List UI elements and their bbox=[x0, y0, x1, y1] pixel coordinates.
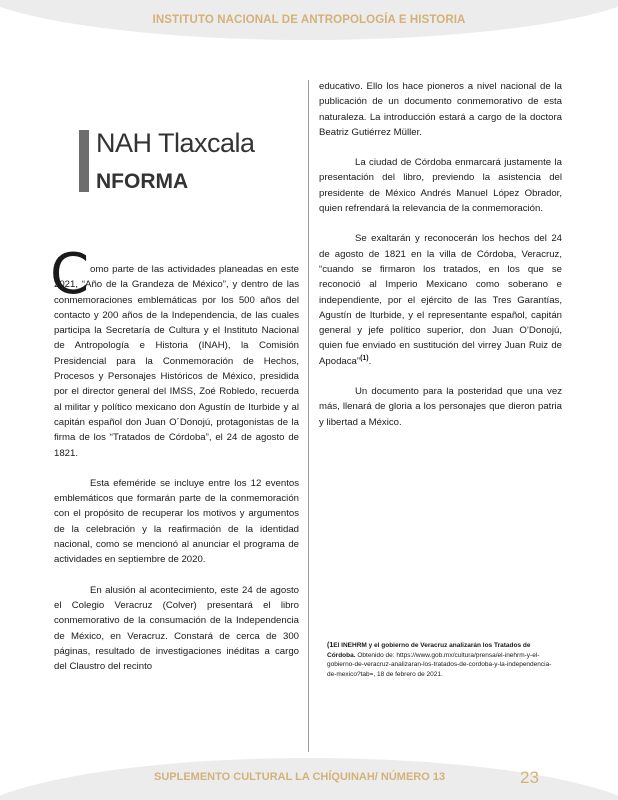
paragraph: Se exaltarán y reconocerán los hechos del 24 de agosto de 1821 en la villa de Córdoba, Veracruz, “cuando se firmaron los tratados, en los que se reconoció al Imperio Mexicano como soberano e independiente, por el ejército de las Tres Garantías, Agustín de Iturbide, y el representante español, capitán general y jefe político superior, don Juan O’Donojú, quien fue enviado en sustitución del virrey Juan Ruiz de Apodaca”$^{(1)}$. bbox=[319, 233, 562, 367]
left-column bbox=[54, 262, 299, 689]
paragraph: omo parte de las actividades planeadas en este 2021, “Año de la Grandeza de México”, y dentro de las conmemoraciones emblemáticas por los 500 años del contacto y 200 años de la Independencia, de las cuales participa la Secretaría de Cultura y el Instituto Nacional de Antropología e Historia (INAH), la Comisión Presidencial para la Conmemoración de Hechos, Procesos y Personajes Históricos de México, presidida por el director general del IMSS, Zoé Robledo, recuerda al militar y político mexicano don Agustín de Iturbide y al capitán español don Juan O´Donojú, protagonistas de la firma de los “Tratados de Córdoba”, el 24 de agosto de 1821. bbox=[54, 264, 299, 459]
footnote bbox=[327, 641, 557, 679]
column-divider bbox=[308, 80, 309, 752]
title-bar bbox=[79, 130, 89, 192]
footer-title: SUPLEMENTO CULTURAL LA CHÍQUINAH/ NÚMERO 13 bbox=[154, 771, 446, 783]
paragraph: Esta efeméride se incluye entre los 12 eventos emblemáticos que formarán parte de la conmemoración con el propósito de recuperar los motivos y argumentos de la celebración y la reafirmación de la identidad nacional, como se mencionó al anunciar el programa de actividades en septiembre de 2020. bbox=[54, 477, 299, 566]
footnote-title: El INEHRM y el gobierno de Veracruz analizarán los Tratados de Córdoba. bbox=[327, 642, 531, 659]
paragraph: La ciudad de Córdoba enmarcará justamente la presentación del libro, previendo la asistencia del presidente de México Andrés Manuel López Obrador, quien refrendará la relevancia de la conmemoración. bbox=[319, 157, 562, 215]
paragraph: educativo. Ello los hace pioneros a nivel nacional de la publicación de un documento conmemorativo de esta naturaleza. La introducción estará a cargo de la doctora Beatriz Gutiérrez Müller. bbox=[319, 81, 562, 138]
page-subtitle: NFORMA bbox=[96, 170, 189, 193]
footnote-mark: (1 bbox=[327, 642, 334, 649]
footnote-reference[interactable]: (1) bbox=[360, 354, 369, 362]
paragraph: En alusión al acontecimiento, este 24 de agosto el Colegio Veracruz (Colver) presentará el libro conmemorativo de la consumación de la Independencia de México, en Veracruz. Constará de cerca de 300 páginas, resultado de investigaciones inéditas a cargo del Claustro del recinto bbox=[54, 584, 299, 673]
right-column bbox=[319, 79, 562, 445]
paragraph-text: Se exaltarán y reconocerán los hechos del 24 de agosto de 1821 en la villa de Córdoba, Veracruz, “cuando se firmaron los tratados, en los que se reconoció al Imperio Mexicano como soberano e independiente, por el ejército de las Tres Garantías, Agustín de Iturbide, y el representante español, capitán general y jefe político superior, don Juan O’Donojú, quien fue enviado en sustitución del virrey Juan Ruiz de Apodaca” bbox=[319, 233, 562, 367]
page-number: 23 bbox=[520, 768, 539, 787]
footnote-body: Obtenido de: https://www.gob.mx/cultura/prensa/el-inehrm-y-el-gobierno-de-veracruz-analizaran-los-tratados-de-cordoba-y-la-independencia-de-mexico?tab=, 18 de febrero de 2021. bbox=[327, 651, 552, 678]
header-title: INSTITUTO NACIONAL DE ANTROPOLOGÍA E HISTORIA bbox=[152, 14, 466, 26]
page-title: NAH Tlaxcala bbox=[96, 128, 255, 158]
paragraph: Un documento para la posteridad que una vez más, llenará de gloria a los personajes que dieron patria y libertad a México. bbox=[319, 386, 562, 428]
drop-cap: C bbox=[50, 242, 90, 307]
